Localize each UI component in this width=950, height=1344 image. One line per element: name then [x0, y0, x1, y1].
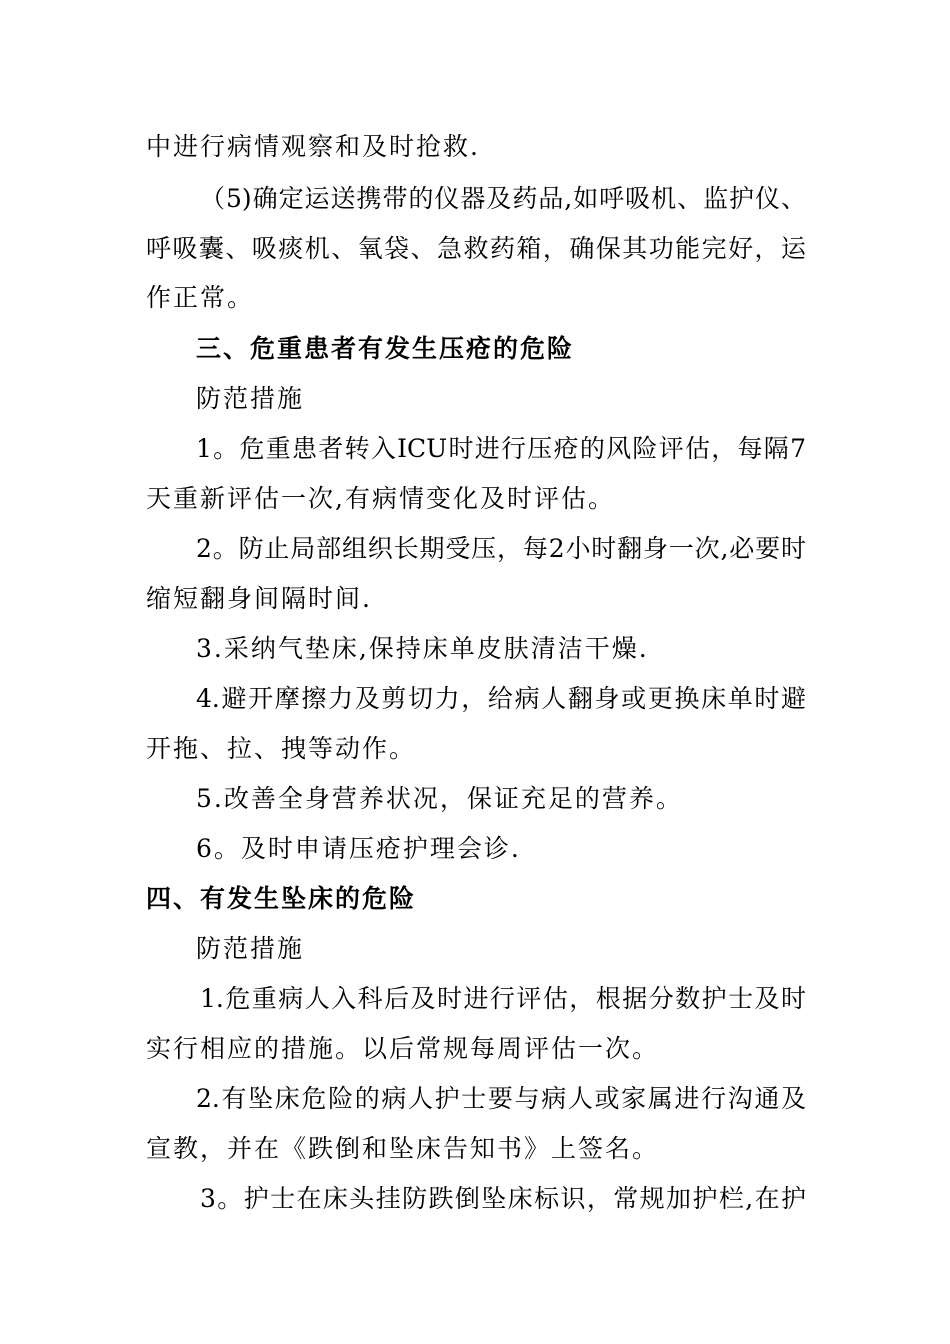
- section-heading: 四、有发生坠床的危险: [146, 884, 417, 913]
- paragraph-line: 2.有坠床危险的病人护士要与病人或家属进行沟通及: [196, 1084, 806, 1113]
- subheading: 防范措施: [196, 384, 305, 413]
- paragraph-line: 中进行病情观察和及时抢救.: [146, 132, 480, 161]
- paragraph-line: 实行相应的措施。以后常规每周评估一次。: [146, 1034, 660, 1063]
- paragraph-line: 开拖、拉、拽等动作。: [146, 734, 417, 763]
- paragraph-line: 3.采纳气垫床,保持床单皮肤清洁干燥.: [196, 634, 649, 663]
- paragraph-line: 3。护士在床头挂防跌倒坠床标识，常规加护栏,在护: [200, 1184, 806, 1213]
- paragraph-line: 4.避开摩擦力及剪切力，给病人翻身或更换床单时避: [196, 684, 806, 713]
- paragraph-line: 2。防止局部组织长期受压，每2小时翻身一次,必要时: [196, 534, 806, 563]
- paragraph-line: 1。危重患者转入ICU时进行压疮的风险评估，每隔7: [196, 434, 806, 463]
- paragraph-line: 6。及时申请压疮护理会诊.: [196, 834, 521, 863]
- paragraph-line: 5.改善全身营养状况，保证充足的营养。: [196, 784, 683, 813]
- paragraph-line: （5)确定运送携带的仪器及药品,如呼吸机、监护仪、: [200, 184, 806, 213]
- paragraph-line: 缩短翻身间隔时间.: [146, 584, 372, 613]
- section-heading: 三、危重患者有发生压疮的危险: [196, 334, 575, 363]
- paragraph-line: 宣教，并在《跌倒和坠床告知书》上签名。: [146, 1134, 660, 1163]
- subheading: 防范措施: [196, 934, 305, 963]
- paragraph-line: 呼吸囊、吸痰机、氧袋、急救药箱，确保其功能完好，运: [146, 234, 806, 263]
- paragraph-line: 1.危重病人入科后及时进行评估，根据分数护士及时: [200, 984, 806, 1013]
- paragraph-line: 作正常。: [146, 283, 255, 312]
- paragraph-line: 天重新评估一次,有病情变化及时评估。: [146, 484, 615, 513]
